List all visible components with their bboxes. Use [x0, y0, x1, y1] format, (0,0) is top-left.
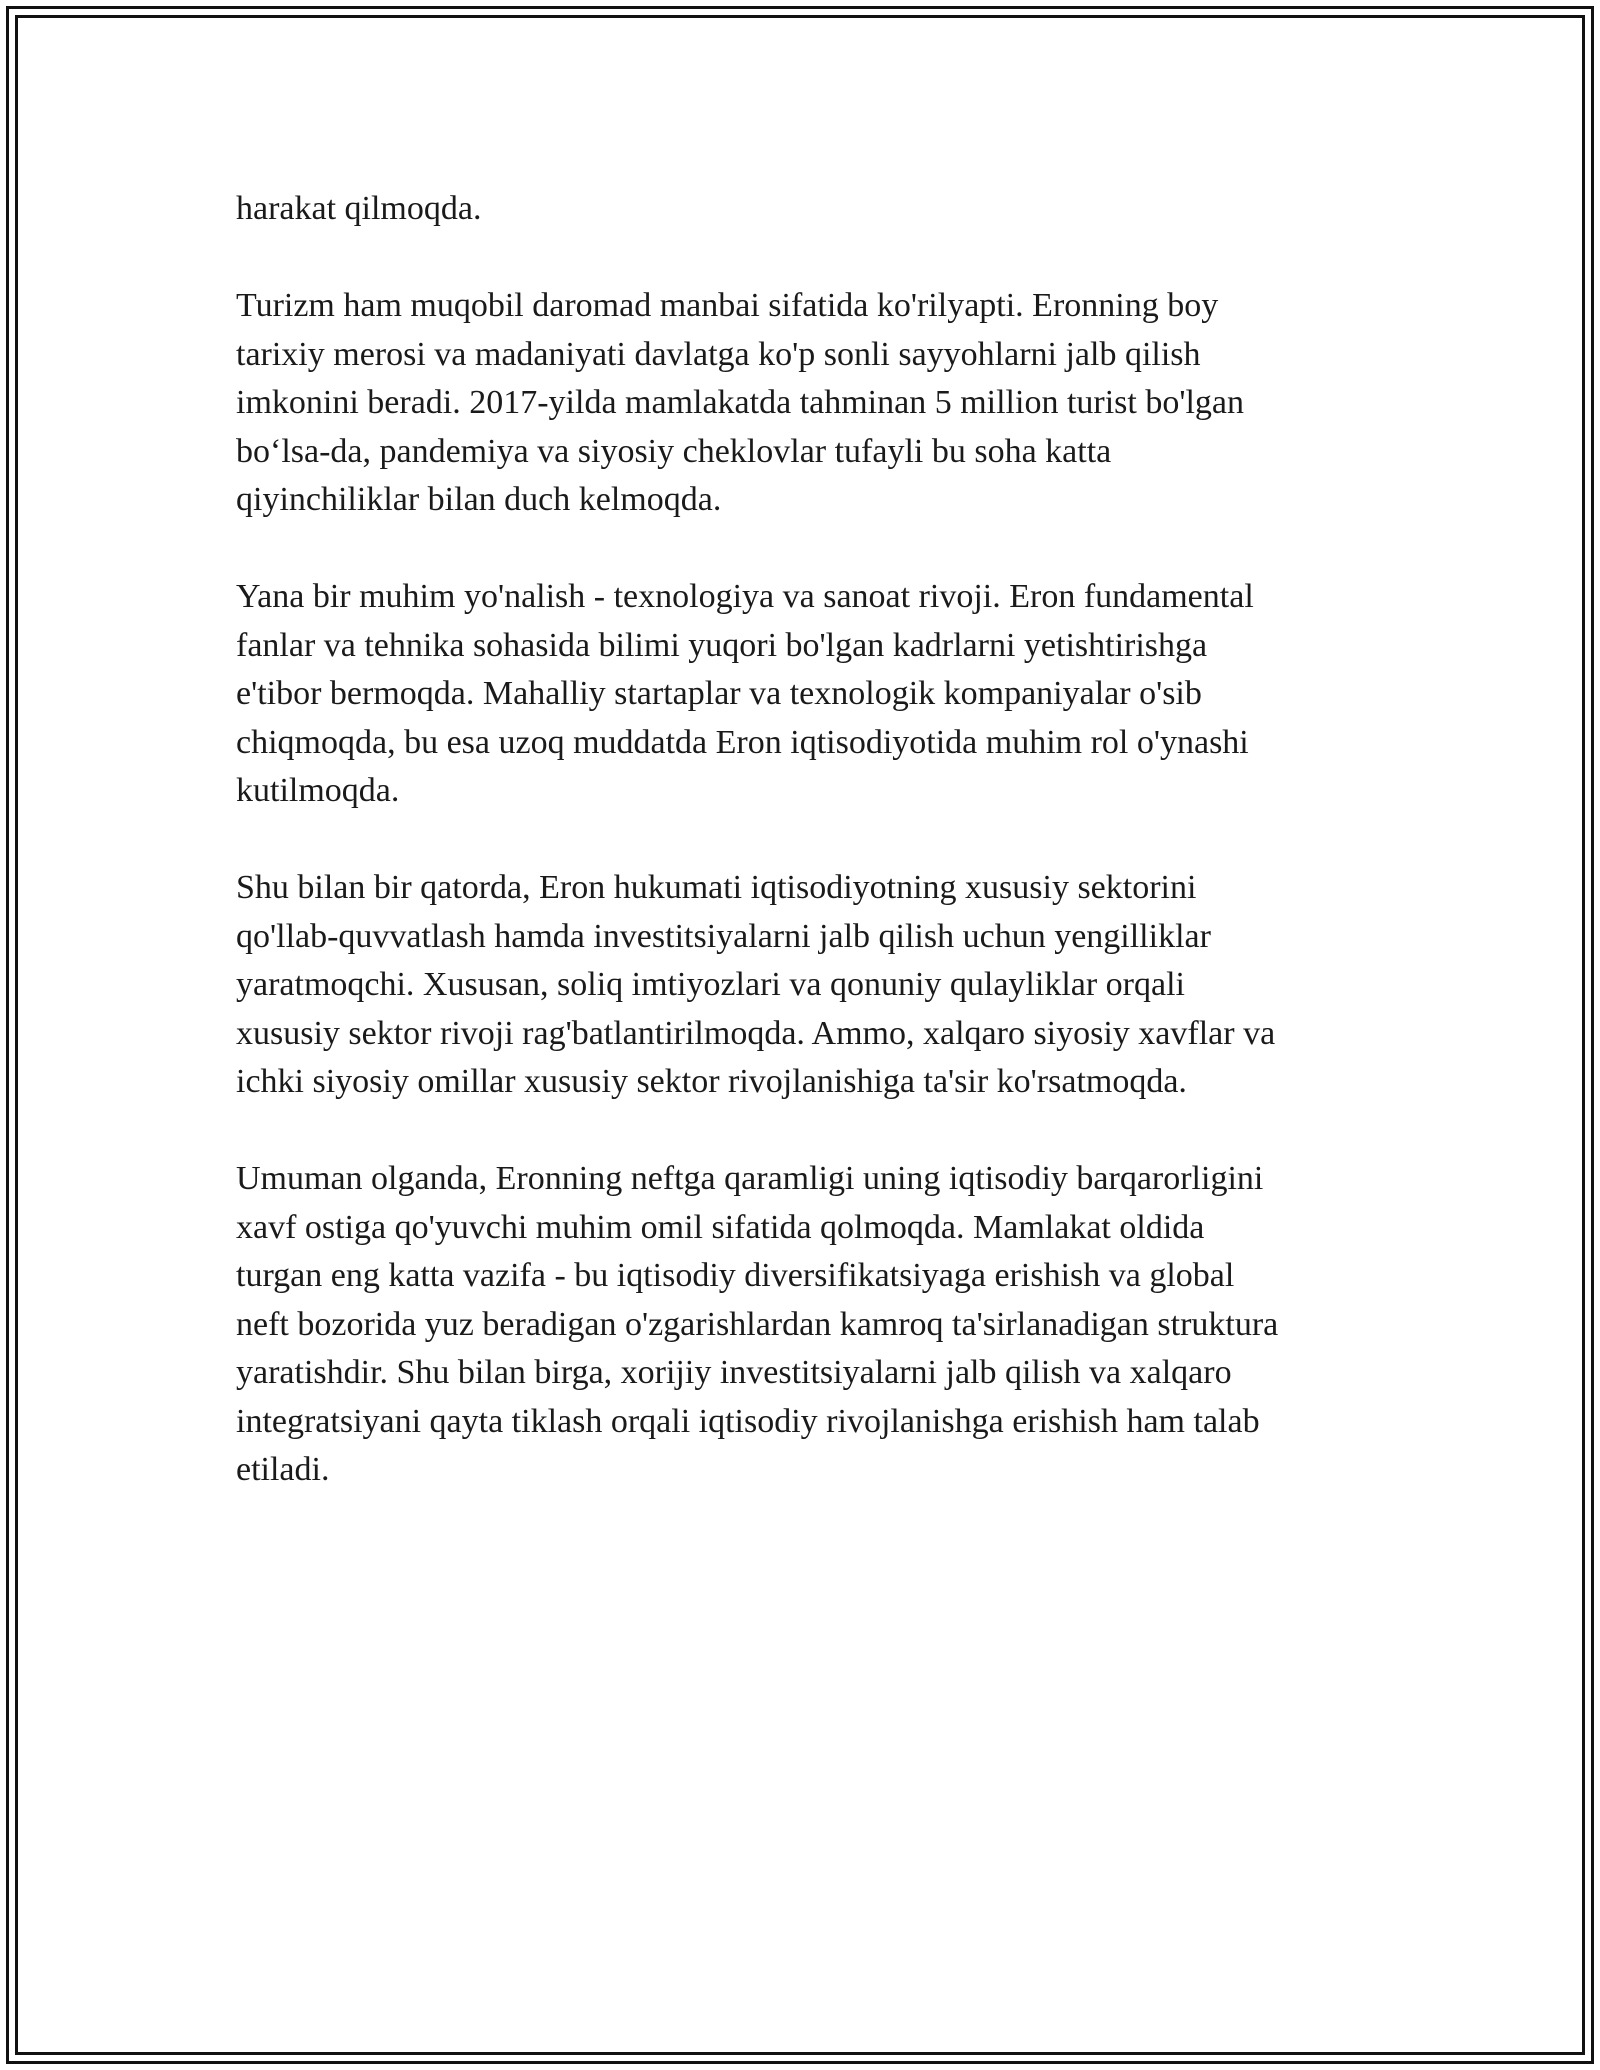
text-line: kutilmoqda. [236, 772, 400, 809]
text-line: qiyinchiliklar bilan duch kelmoqda. [236, 481, 722, 518]
text-line: Umuman olganda, Eronning neftga qaramligi uning iqtisodiy barqarorligini [236, 1160, 1264, 1197]
text-line: integratsiyani qayta tiklash orqali iqtisodiy rivojlanishga erishish ham talab [236, 1402, 1260, 1440]
text-line: imkonini beradi. 2017-yilda mamlakatda tahminan 5 million turist bo'lgan [236, 384, 1244, 421]
text-line: yaratishdir. Shu bilan birga, xorijiy investitsiyalarni jalb qilish va xalqaro [236, 1354, 1232, 1391]
text-line: etiladi. [236, 1451, 330, 1488]
text-line: Turizm ham muqobil daromad manbai sifatida ko'rilyapti. Eronning boy [236, 287, 1219, 324]
text-line: chiqmoqda, bu esa uzoq muddatda Eron iqtisodiyotida muhim rol o'ynashi [236, 723, 1249, 761]
text-line: turgan eng katta vazifa - bu iqtisodiy diversifikatsiyaga erishish va global [236, 1257, 1235, 1294]
paragraph-2 [236, 282, 1376, 525]
text-line: e'tibor bermoqda. Mahalliy startaplar va texnologik kompaniyalar o'sib [236, 675, 1202, 712]
text-line: fanlar va tehnika sohasida bilimi yuqori bo'lgan kadrlarni yetishtirishga [236, 626, 1208, 664]
text-line: ichki siyosiy omillar xususiy sektor rivojlanishiga ta'sir ko'rsatmoqda. [236, 1063, 1187, 1100]
text-line: harakat qilmoqda. [236, 190, 482, 227]
paragraph-3 [236, 573, 1376, 816]
text-line: qo'llab-quvvatlash hamda investitsiyalarni jalb qilish uchun yengilliklar [236, 917, 1211, 955]
paragraph-5 [236, 1155, 1376, 1495]
text-line: xususiy sektor rivoji rag'batlantirilmoqda. Ammo, xalqaro siyosiy xavflar va [236, 1014, 1276, 1052]
paragraph-1 [236, 185, 1376, 234]
text-line: tarixiy merosi va madaniyati davlatga ko'p sonli sayyohlarni jalb qilish [236, 335, 1201, 373]
paragraph-4 [236, 864, 1376, 1107]
text-line: neft bozorida yuz beradigan o'zgarishlardan kamroq ta'sirlanadigan struktura [236, 1305, 1279, 1343]
text-line: yaratmoqchi. Xususan, soliq imtiyozlari va qonuniy qulayliklar orqali [236, 966, 1185, 1003]
text-line: xavf ostiga qo'yuvchi muhim omil sifatida qolmoqda. Mamlakat oldida [236, 1208, 1205, 1246]
text-line: Shu bilan bir qatorda, Eron hukumati iqtisodiyotning xususiy sektorini [236, 869, 1197, 906]
text-line: bo‘lsa-da, pandemiya va siyosiy cheklovlar tufayli bu soha katta [236, 432, 1112, 470]
document-body [236, 185, 1376, 1543]
text-line: Yana bir muhim yo'nalish - texnologiya va sanoat rivoji. Eron fundamental [236, 578, 1254, 615]
